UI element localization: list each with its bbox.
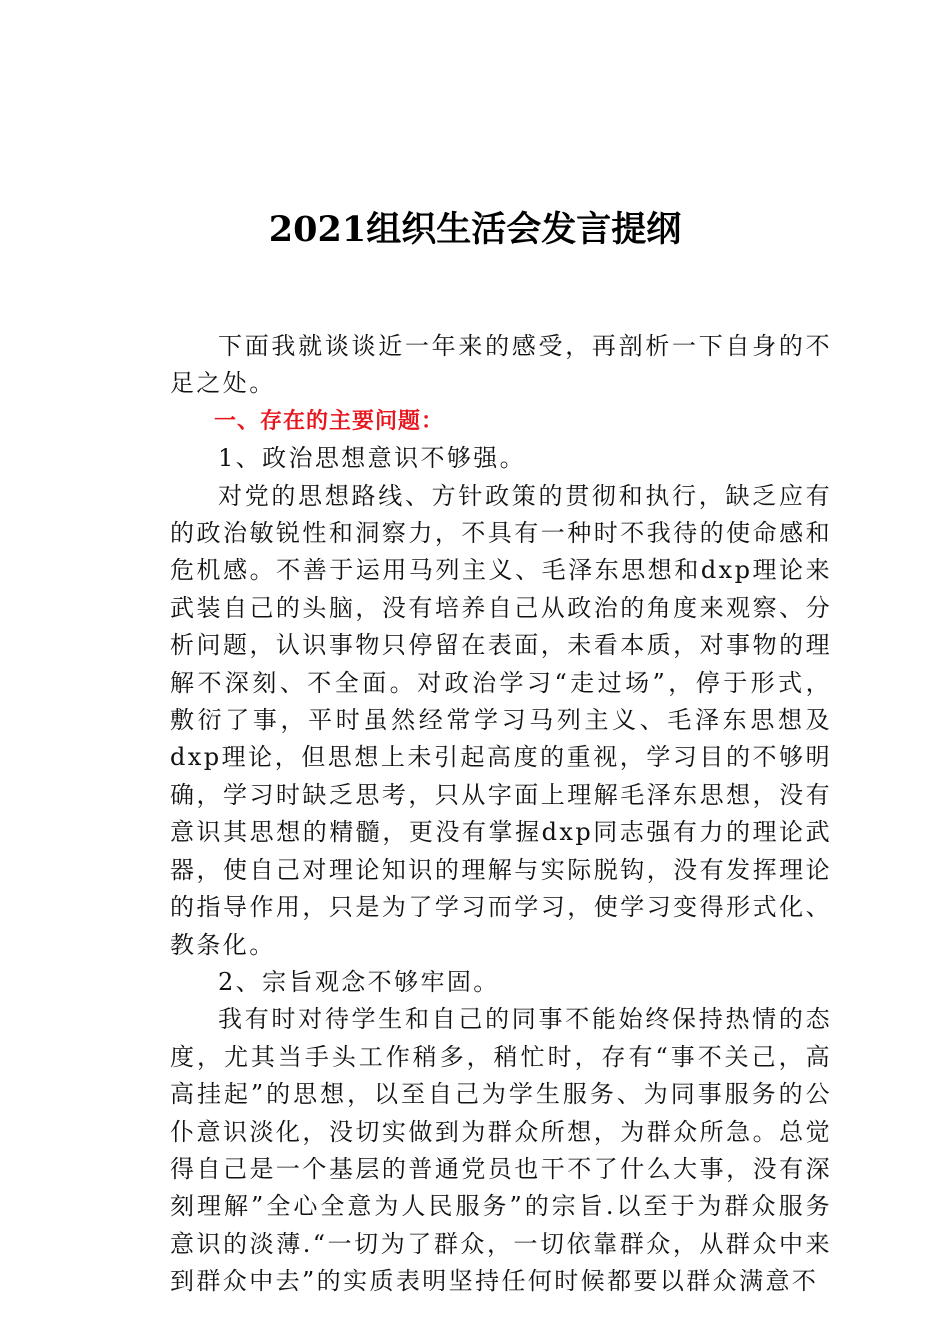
body-paragraph-2: 我有时对待学生和自己的同事不能始终保持热情的态度，尤其当手头工作稍多，稍忙时，存有“事不关己，高高挂起”的思想，以至自己为学生服务、为同事服务的公仆意识淡化，没切实做到为群众所想，为群众所急。总觉得自己是一个基层的普通党员也干不了什么大事，没有深刻理解”全心全意为人民服务”的宗旨.以至于为群众服务意识的淡薄.“一切为了群众，一切依靠群众，从群众中来到群众中去”的实质表明坚持任何时候都要以群众满意不 (170, 1005, 832, 1296)
section-heading: 一、存在的主要问题： (214, 408, 445, 434)
subheading-1: 1、政治思想意识不够强。 (218, 444, 527, 473)
intro-paragraph: 下面我就谈谈近一年来的感受，再剖析一下自身的不足之处。 (170, 332, 832, 398)
document-body (170, 328, 832, 1301)
subheading-2: 2、宗旨观念不够牢固。 (218, 967, 500, 996)
body-paragraph-1: 对党的思想路线、方针政策的贯彻和执行，缺乏应有的政治敏锐性和洞察力，不具有一种时不我待的使命感和危机感。不善于运用马列主义、毛泽东思想和dxp理论来武装自己的头脑，没有培养自己从政治的角度来观察、分析问题，认识事物只停留在表面，未看本质，对事物的理解不深刻、不全面。对政治学习“走过场”，停于形式，敷衍了事，平时虽然经常学习马列主义、毛泽东思想及dxp理论，但思想上未引起高度的重视，学习目的不够明确，学习时缺乏思考，只从字面上理解毛泽东思想，没有意识其思想的精髓，更没有掌握dxp同志强有力的理论武器，使自己对理论知识的理解与实际脱钩，没有发挥理论的指导作用，只是为了学习而学习，使学习变得形式化、教条化。 (170, 481, 832, 959)
document-title: 2021组织生活会发言提纲 (268, 209, 682, 250)
